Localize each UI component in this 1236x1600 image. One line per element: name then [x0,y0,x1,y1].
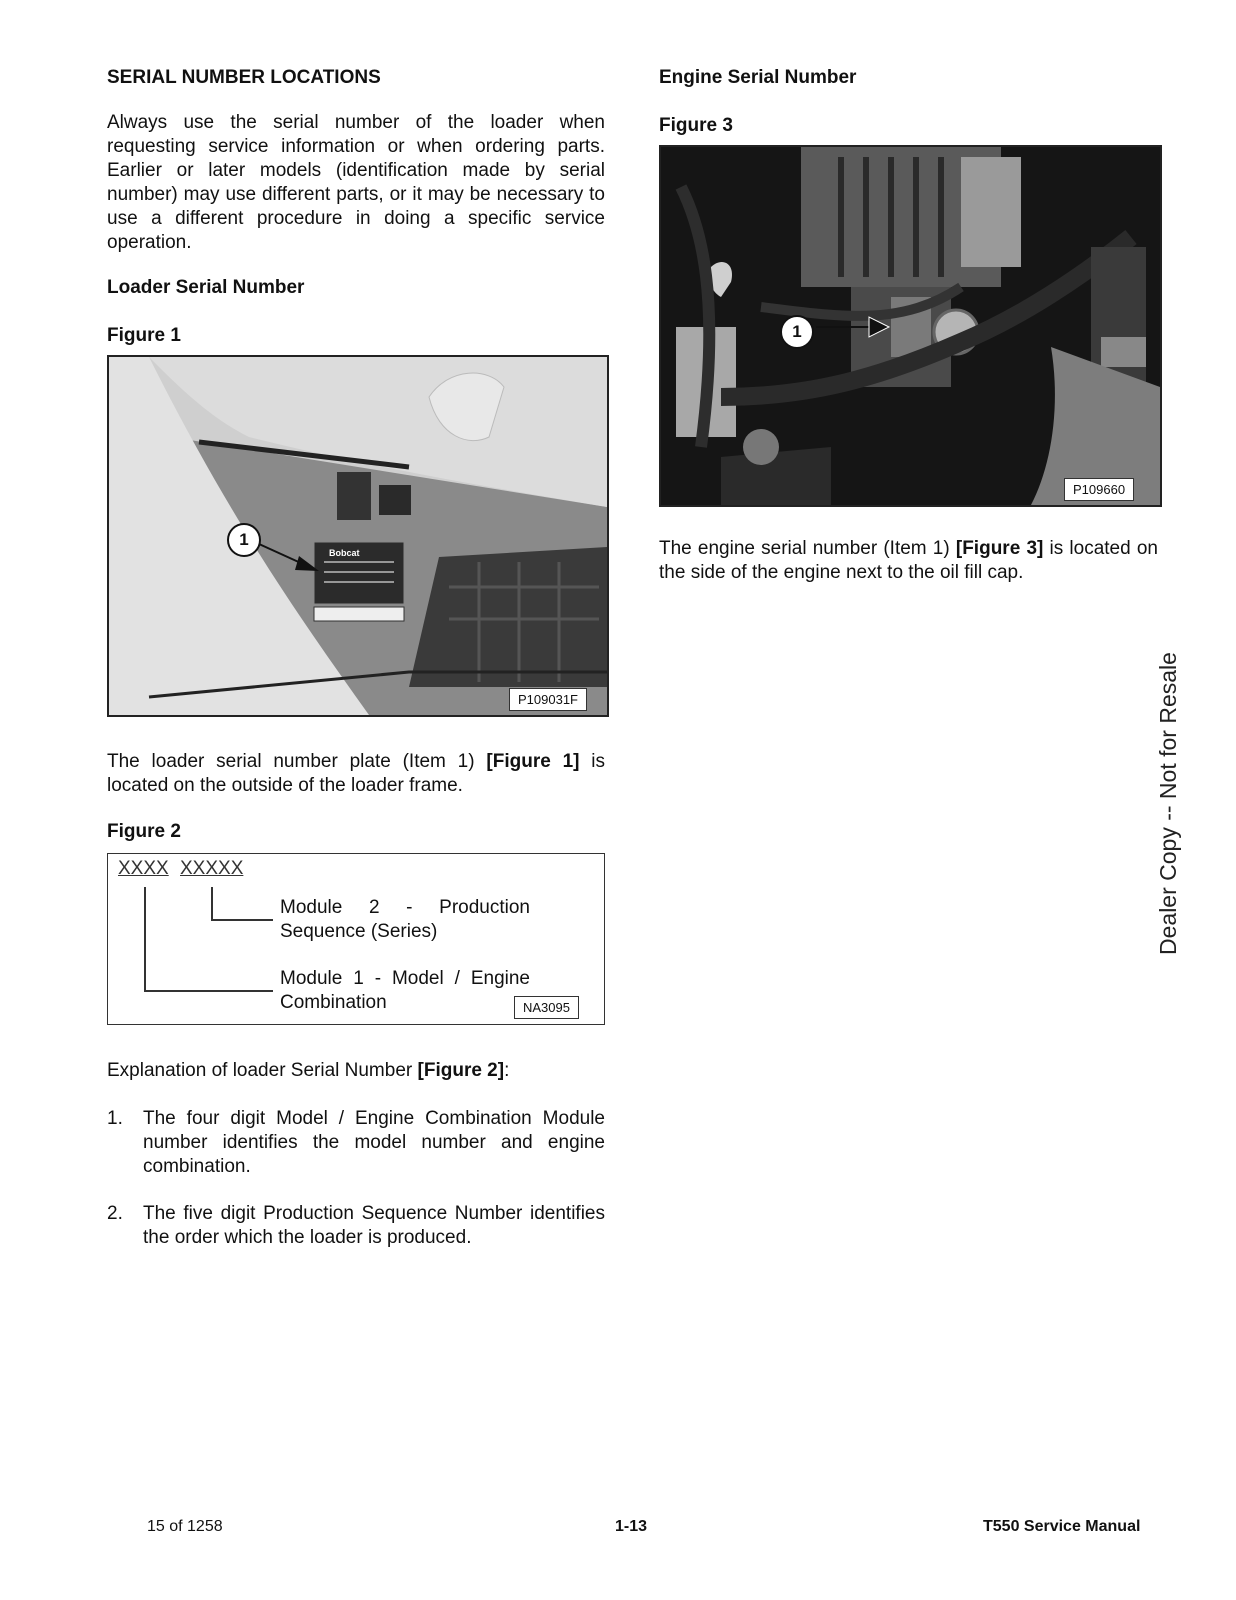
list-item-number: 1. [107,1108,123,1129]
footer-manual-title: T550 Service Manual [983,1518,1141,1535]
loader-frame-illustration [109,357,607,715]
module1-leader-v [144,887,146,991]
engine-serial-heading: Engine Serial Number [659,67,857,88]
figure2-title: Figure 2 [107,821,181,842]
explanation-paragraph: Explanation of loader Serial Number [Figure 2]: [107,1060,510,1081]
footer-page-number: 1-13 [615,1518,648,1535]
pattern-module1: XXXX [118,858,169,879]
engine-serial-paragraph: The engine serial number (Item 1) [Figure 3] is located on the side of the engine next to the oil fill cap. [659,538,1159,583]
figure3-photo [659,145,1162,507]
list-item [107,1107,605,1179]
footer-page-count: 15 of 1258 [147,1518,223,1535]
section-title: SERIAL NUMBER LOCATIONS [107,67,381,88]
figure1-photo [107,355,609,717]
module1-label: Module 1 - Model / Engine Combination [280,968,530,1013]
module2-leader-h [211,919,273,921]
dealer-copy-watermark: Dealer Copy -- Not for Resale [1155,652,1181,955]
list-item-text: The four digit Model / Engine Combination Module number identifies the model number and engine combination. [143,1108,605,1177]
figure1-title: Figure 1 [107,325,181,346]
pattern-module2: XXXXX [180,858,244,879]
figure1-code: P109031F [509,688,587,711]
engine-illustration [661,147,1160,505]
figure2-code: NA3095 [514,996,579,1019]
figure3-code: P109660 [1064,478,1134,501]
module1-leader-h [144,990,273,992]
figure1-callout: 1 [227,523,261,557]
figure3-callout: 1 [780,315,814,349]
module2-label: Module 2 - Production Sequence (Series) [280,897,530,942]
module2-leader-v [211,887,213,920]
figure2-diagram [107,853,605,1025]
list-item [107,1202,605,1250]
loader-serial-heading: Loader Serial Number [107,277,305,298]
loader-plate-paragraph: The loader serial number plate (Item 1) [Figure 1] is located on the outside of the loader frame. [107,751,606,796]
intro-paragraph: Always use the serial number of the loader when requesting service information or when ordering parts. Earlier or later models (identification made by serial number) may use different parts, or it may be necessary to use a different procedure in doing a specific service operation. [107,112,605,253]
figure3-title: Figure 3 [659,115,733,136]
plate-brand-label: Bobcat [329,548,360,558]
list-item-number: 2. [107,1203,123,1224]
list-item-text: The five digit Production Sequence Number identifies the order which the loader is produced. [143,1203,605,1248]
